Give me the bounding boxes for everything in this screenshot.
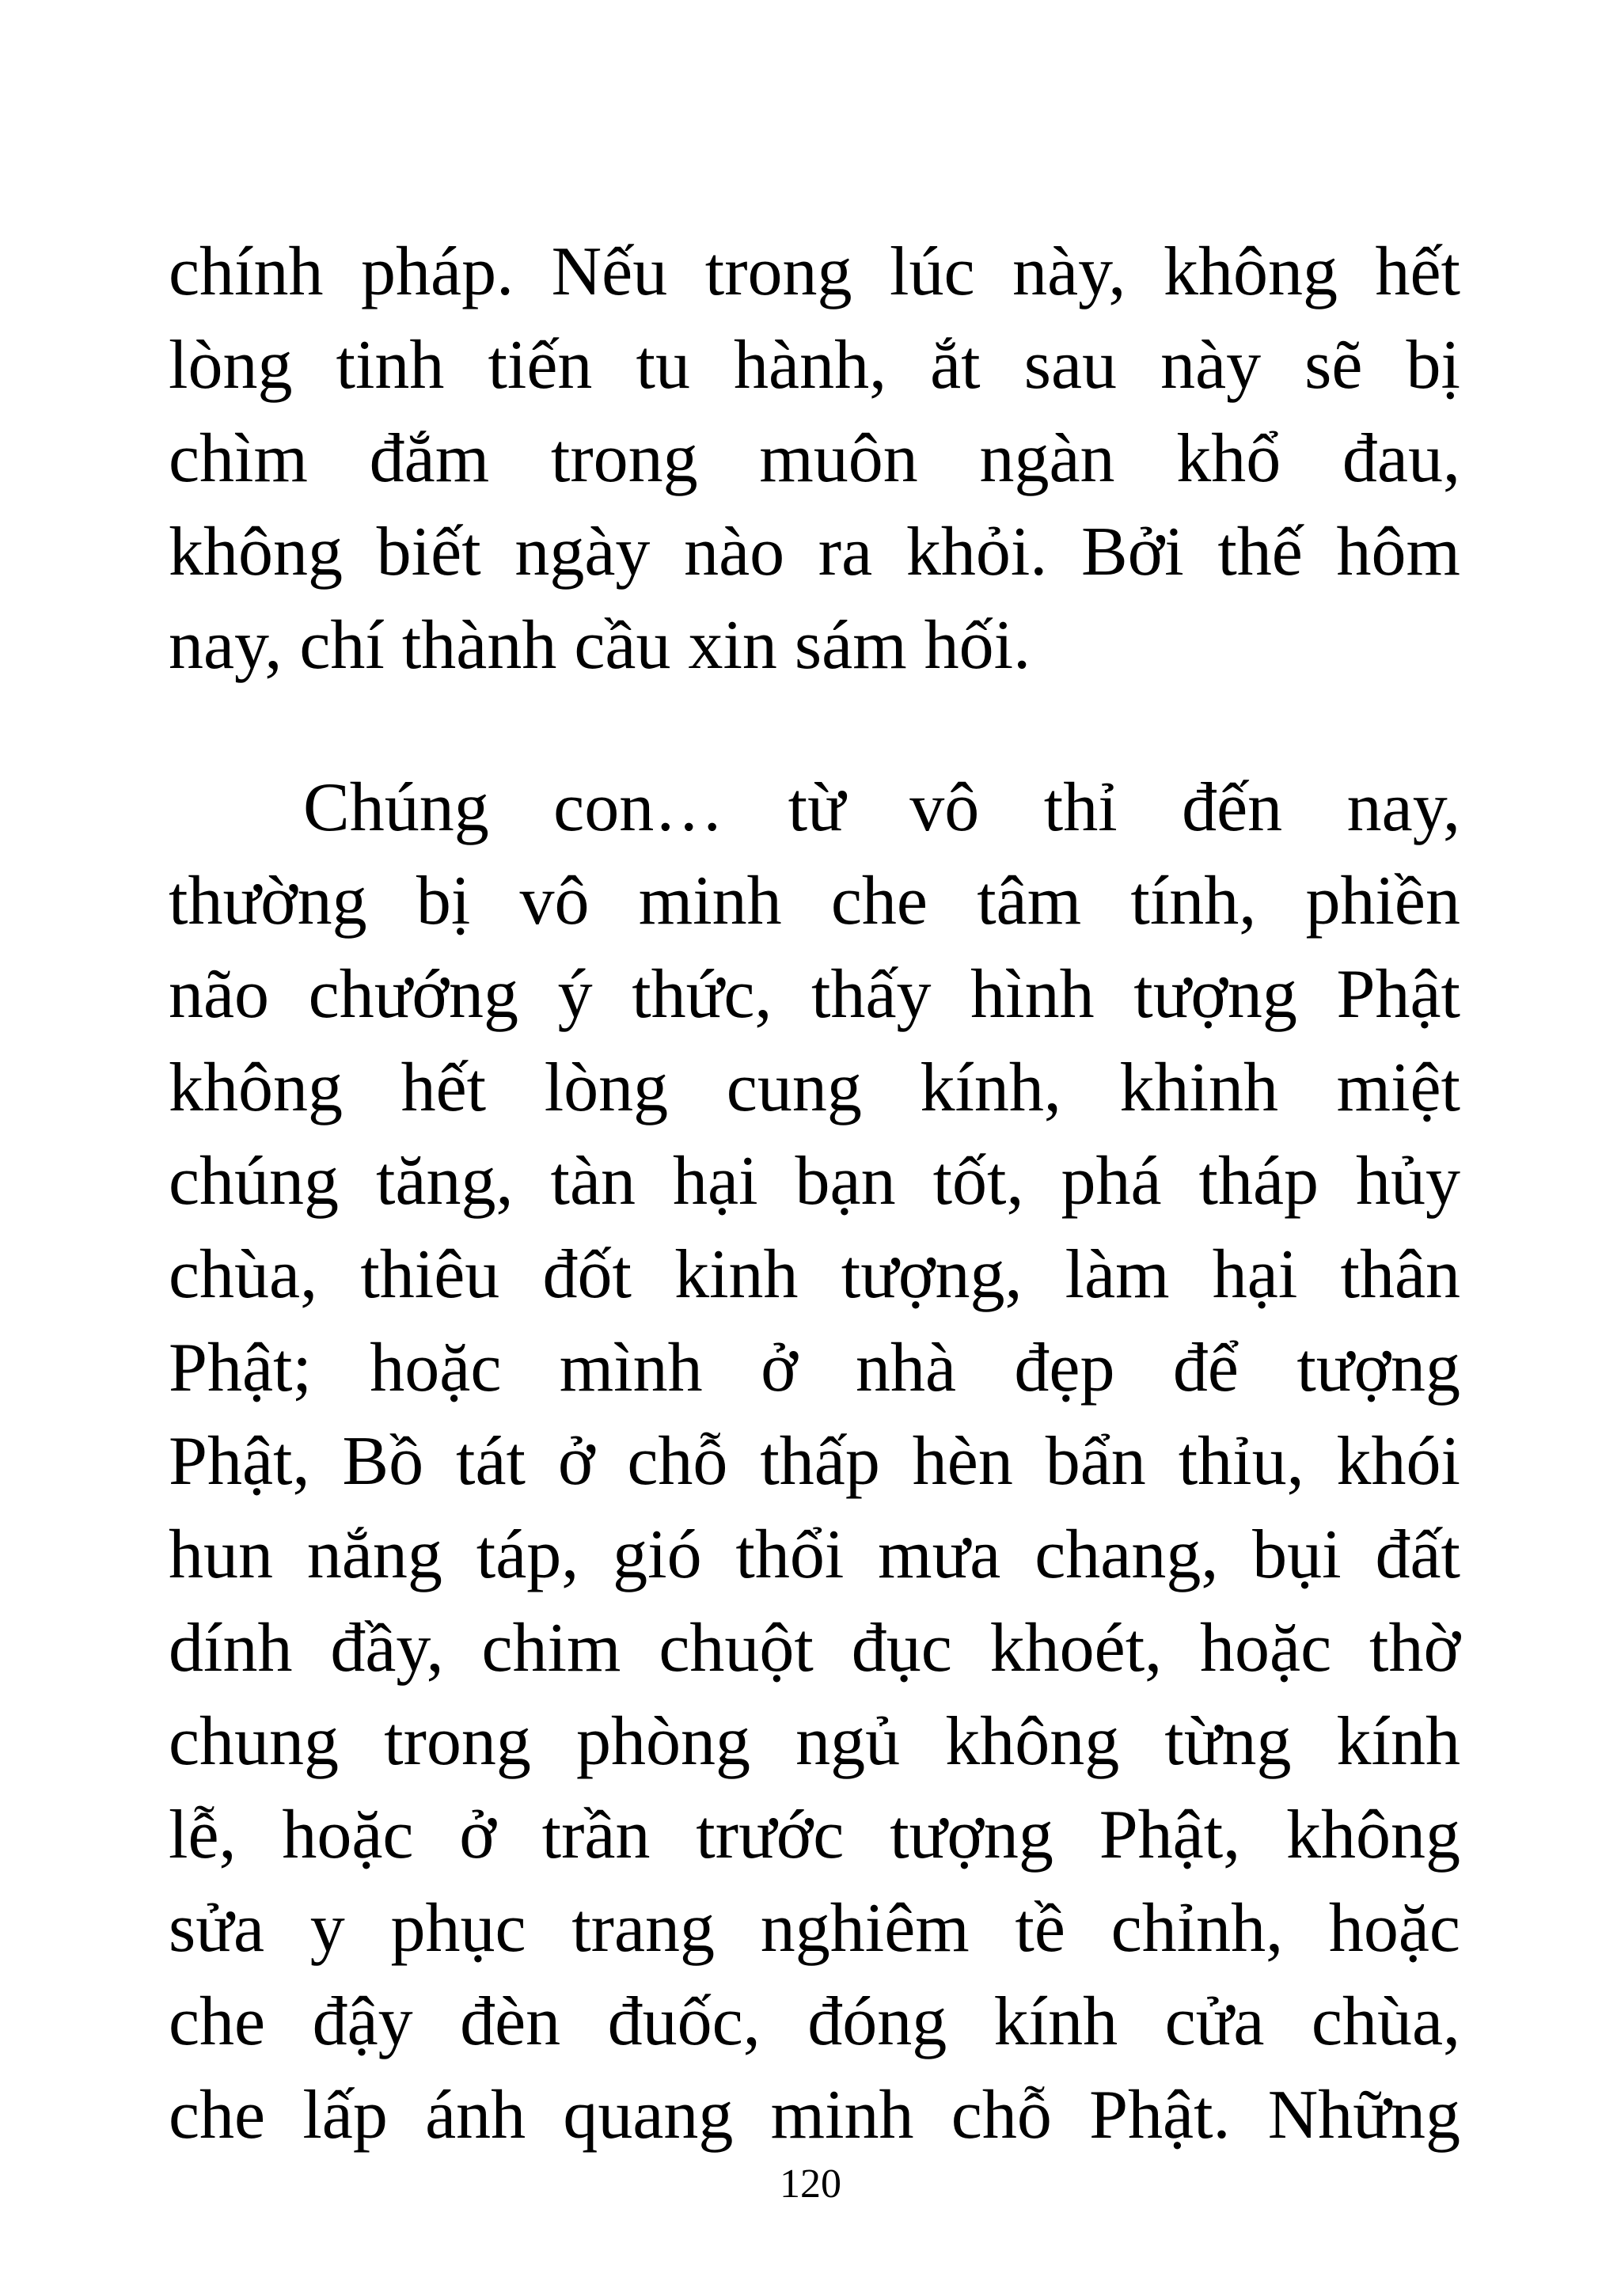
text-line: thường bị vô minh che tâm tính, phiền bbox=[169, 863, 1460, 939]
text-line: không biết ngày nào ra khỏi. Bởi thế hôm bbox=[169, 514, 1460, 590]
text-line: chúng tăng, tàn hại bạn tốt, phá tháp hủy bbox=[169, 1143, 1460, 1220]
text-line: Phật; hoặc mình ở nhà đẹp để tượng bbox=[169, 1330, 1460, 1406]
text-line: che đậy đèn đuốc, đóng kính cửa chùa, bbox=[169, 1983, 1460, 2060]
text-line: Phật, Bồ tát ở chỗ thấp hèn bẩn thỉu, khói bbox=[169, 1423, 1460, 1500]
text-line: hun nắng táp, gió thổi mưa chang, bụi đất bbox=[169, 1516, 1460, 1593]
paragraph bbox=[169, 226, 1460, 693]
text-line: lễ, hoặc ở trần trước tượng Phật, không bbox=[169, 1797, 1460, 1873]
text-line: chung trong phòng ngủ không từng kính bbox=[169, 1703, 1460, 1780]
text-line: dính đầy, chim chuột đục khoét, hoặc thờ bbox=[169, 1610, 1460, 1687]
text-line: lòng tinh tiến tu hành, ắt sau này sẽ bị bbox=[169, 327, 1460, 404]
text-line: sửa y phục trang nghiêm tề chỉnh, hoặc bbox=[169, 1890, 1460, 1967]
text-line: nay, chí thành cầu xin sám hối. bbox=[169, 607, 1031, 684]
text-line: chính pháp. Nếu trong lúc này, không hết bbox=[169, 233, 1460, 310]
text-line: não chướng ý thức, thấy hình tượng Phật bbox=[169, 956, 1460, 1033]
text-line: chùa, thiêu đốt kinh tượng, làm hại thân bbox=[169, 1236, 1460, 1313]
text-line: chìm đắm trong muôn ngàn khổ đau, bbox=[169, 420, 1460, 497]
page-number: 120 bbox=[780, 2161, 841, 2207]
paragraph bbox=[169, 761, 1460, 2162]
text-line: che lấp ánh quang minh chỗ Phật. Những bbox=[169, 2077, 1460, 2154]
text-line: Chúng con… từ vô thỉ đến nay, bbox=[303, 769, 1460, 846]
text-line: không hết lòng cung kính, khinh miệt bbox=[169, 1049, 1460, 1126]
